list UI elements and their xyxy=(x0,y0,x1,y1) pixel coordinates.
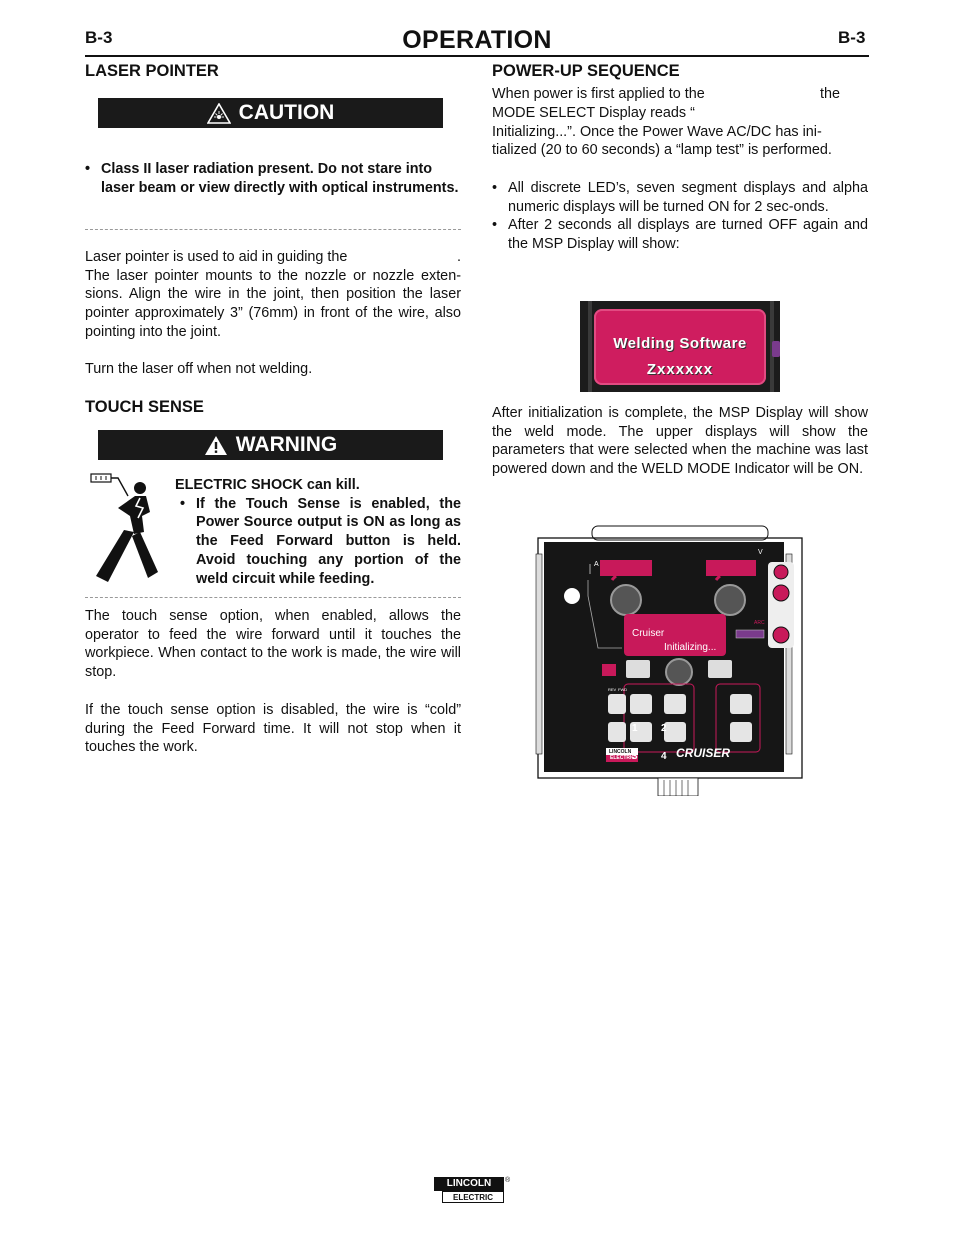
arc-label: ARC xyxy=(754,620,765,626)
panel-brand: CRUISER xyxy=(676,746,731,760)
lamp-test-bullet-2: • After 2 seconds all displays are turned OFF again and the MSP Display will show: xyxy=(492,216,868,253)
laser-off-note: Turn the laser off when not welding. xyxy=(85,361,313,377)
msp-display-image xyxy=(580,301,780,392)
laser-heading: LASER POINTER xyxy=(85,62,219,80)
page-code-right: B-3 xyxy=(838,28,866,47)
warning-label: WARNING xyxy=(235,433,338,456)
laser-para-start: Laser pointer is used to aid in guiding the xyxy=(85,249,348,265)
panel-frame xyxy=(530,524,808,796)
power-line-4: tialized (20 to 60 seconds) a “lamp test” is performed. xyxy=(492,142,832,159)
panel-logo-bottom: ELECTRIC xyxy=(610,755,635,761)
volts-label: V xyxy=(758,549,763,556)
shock-bullet: • If the Touch Sense is enabled, the Power Source output is ON as long as the Feed Forward button is held. Avoid touching any portion of the weld circuit while feeding. xyxy=(180,495,461,589)
electric-shock-icon xyxy=(88,472,168,590)
laser-para-rest: The laser pointer mounts to the nozzle or nozzle exten-sions. Align the wire in the joint, then position the laser pointer approximately 3” (76mm) in front of the wire, also pointing into the joint. xyxy=(85,267,461,340)
keypad-3: 3 xyxy=(632,751,638,762)
fwd-label: FWD xyxy=(618,687,628,692)
divider xyxy=(85,229,461,230)
page-title: OPERATION xyxy=(402,26,552,54)
panel-display-line-2: Initializing... xyxy=(664,642,717,653)
header-rule xyxy=(85,55,869,57)
power-line-1b: the xyxy=(820,86,841,102)
caution-label: CAUTION xyxy=(238,101,335,124)
lamp-test-bullet-1: • All discrete LED’s, seven segment displays and alpha numeric displays will be turned ON for 2 sec-onds. xyxy=(492,179,868,216)
footer-logo-bottom: ELECTRIC xyxy=(442,1191,504,1203)
keypad-2: 2 xyxy=(661,723,667,734)
footer-logo-top: LINCOLN xyxy=(434,1177,504,1191)
keypad-1: 1 xyxy=(632,723,638,734)
registered-mark-icon: ® xyxy=(505,1177,511,1184)
shock-title: ELECTRIC SHOCK can kill. xyxy=(175,477,360,493)
exclamation-warning-icon xyxy=(204,435,228,456)
panel-logo-top: LINCOLN xyxy=(609,749,632,755)
msp-side-indicator xyxy=(772,341,780,357)
lamp-test-list xyxy=(492,179,868,254)
msp-line-1: Welding Software xyxy=(613,335,747,352)
shock-warning-text xyxy=(175,476,461,588)
laser-warning-icon xyxy=(207,103,231,124)
page-code-left: B-3 xyxy=(85,28,113,47)
post-init-paragraph: After initialization is complete, the MSP Display will show the weld mode. The upper displays will show the parameters that were selected when the machine was last powered down and the WELD MODE Indicator will be ON. xyxy=(492,405,868,478)
power-line-1a: When power is first applied to the xyxy=(492,86,705,102)
power-line-2: MODE SELECT Display reads “ xyxy=(492,105,695,121)
touch-paragraph-1: The touch sense option, when enabled, allows the operator to feed the wire forward until it touches the workpiece. When contact to the work is made, the wire will stop. xyxy=(85,608,461,681)
power-line-3: Initializing...”. Once the Power Wave AC/DC has ini- xyxy=(492,123,822,140)
control-panel-illustration xyxy=(530,524,808,796)
power-intro xyxy=(492,85,868,160)
caution-banner xyxy=(98,98,443,128)
amps-label: A xyxy=(594,561,599,568)
msp-line-2: Zxxxxxx xyxy=(646,361,714,378)
caution-text xyxy=(85,160,461,197)
lincoln-electric-logo xyxy=(434,1177,510,1204)
keypad-4: 4 xyxy=(661,751,667,762)
laser-paragraph: Laser pointer is used to aid in guiding the . The laser pointer mounts to the nozzle or nozzle exten-sions. Align the wire in the joint, then position the laser pointer approximately 3” (76mm) in front of the wire, also pointing into the joint. xyxy=(85,249,461,340)
panel-display-line-1: Cruiser xyxy=(632,628,665,639)
power-heading: POWER-UP SEQUENCE xyxy=(492,62,680,80)
msp-screen xyxy=(594,309,766,385)
caution-bullet: • Class II laser radiation present. Do not stare into laser beam or view directly with optical instruments. xyxy=(85,160,461,197)
touch-heading: TOUCH SENSE xyxy=(85,398,204,416)
warning-banner xyxy=(98,430,443,460)
divider xyxy=(85,597,461,598)
rev-label: REV xyxy=(608,687,617,692)
touch-paragraph-2: If the touch sense option is disabled, the wire is “cold” during the Feed Forward time. It will not stop when it touches the work. xyxy=(85,702,461,756)
